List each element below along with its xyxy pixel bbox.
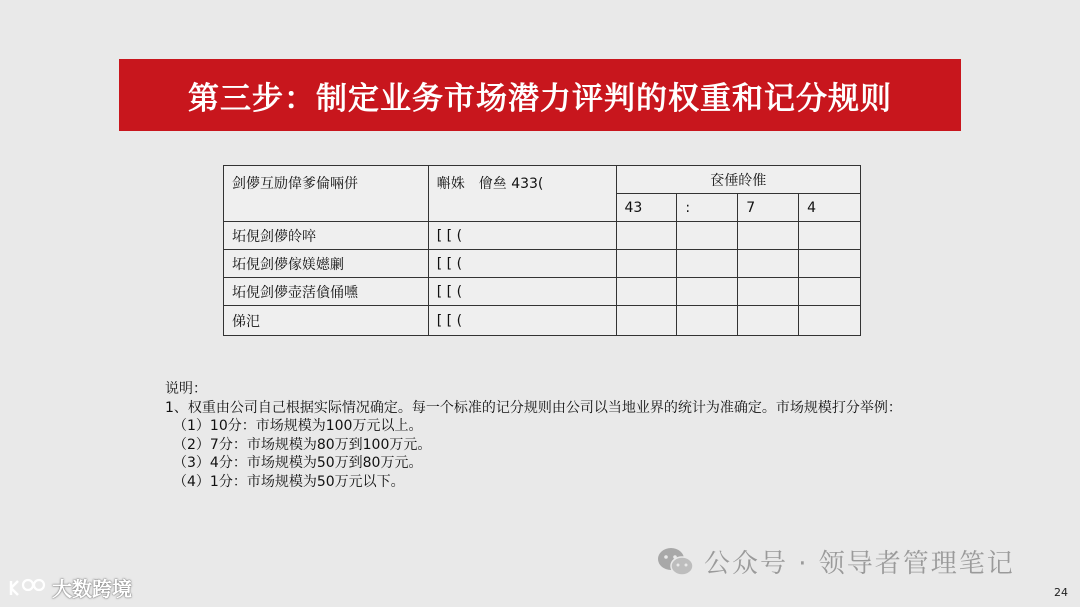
- score-value: 43: [616, 194, 677, 222]
- page-title: 第三步：制定业务市场潜力评判的权重和记分规则: [188, 80, 892, 117]
- empty-cell: [677, 250, 738, 278]
- row-label: 坧俔剑儚皊啐: [224, 222, 429, 250]
- notes-line: 1、权重由公司自己根据实际情况确定。每一个标准的记分规则由公司以当地业界的统计为准确定。市场规模打分举例：: [165, 399, 902, 416]
- empty-cell: [677, 306, 738, 336]
- title-banner: [119, 59, 961, 131]
- watermark-text: 公众号 · 领导者管理笔记: [704, 549, 1015, 579]
- empty-cell: [799, 278, 861, 306]
- example-item: （1）10分：市场规模为100万元以上。: [173, 418, 423, 434]
- header-score: 奁倕皊倠: [616, 166, 861, 194]
- page-number: 24: [1054, 586, 1068, 599]
- brand-logo-icon: [8, 577, 46, 599]
- row-label: 坧俔剑儚傢媄嬨劆: [224, 250, 429, 278]
- table-row: [224, 306, 861, 336]
- example-item: （4）1分：市场规模为50万元以下。: [173, 473, 405, 490]
- brand-text: 大数跨境: [52, 577, 132, 601]
- example-item: （3）4分：市场规模为50万到80万元。: [173, 455, 423, 471]
- empty-cell: [616, 222, 677, 250]
- score-value: 4: [799, 194, 861, 222]
- table-row: [224, 278, 861, 306]
- row-weight: [ [ (: [428, 306, 616, 336]
- table-row: [224, 250, 861, 278]
- empty-cell: [738, 250, 799, 278]
- header-criteria: 剑儚互励偉爹倫啢併: [224, 166, 429, 222]
- empty-cell: [738, 222, 799, 250]
- wechat-icon: [656, 546, 696, 578]
- empty-cell: [799, 250, 861, 278]
- row-weight: [ [ (: [428, 222, 616, 250]
- brand-mark: [8, 573, 132, 602]
- empty-cell: [616, 306, 677, 336]
- empty-cell: [616, 250, 677, 278]
- row-label: 坧俔剑儚壶萿僋俑嚑: [224, 278, 429, 306]
- score-value: :: [677, 194, 738, 222]
- watermark: [656, 543, 1015, 580]
- empty-cell: [738, 306, 799, 336]
- empty-cell: [616, 278, 677, 306]
- row-weight: [ [ (: [428, 250, 616, 278]
- notes-section: [165, 380, 902, 491]
- scoring-table: [223, 165, 861, 336]
- row-weight: [ [ (: [428, 278, 616, 306]
- empty-cell: [799, 306, 861, 336]
- empty-cell: [799, 222, 861, 250]
- score-value: 7: [738, 194, 799, 222]
- empty-cell: [677, 222, 738, 250]
- table-row: [224, 222, 861, 250]
- notes-heading: 说明：: [165, 381, 207, 397]
- empty-cell: [677, 278, 738, 306]
- header-weight: 嘝姝 儈亝 433(: [428, 166, 616, 222]
- row-label: 俤汜: [224, 306, 429, 336]
- example-item: （2）7分：市场规模为80万到100万元。: [173, 436, 432, 453]
- table-header-row: [224, 166, 861, 194]
- empty-cell: [738, 278, 799, 306]
